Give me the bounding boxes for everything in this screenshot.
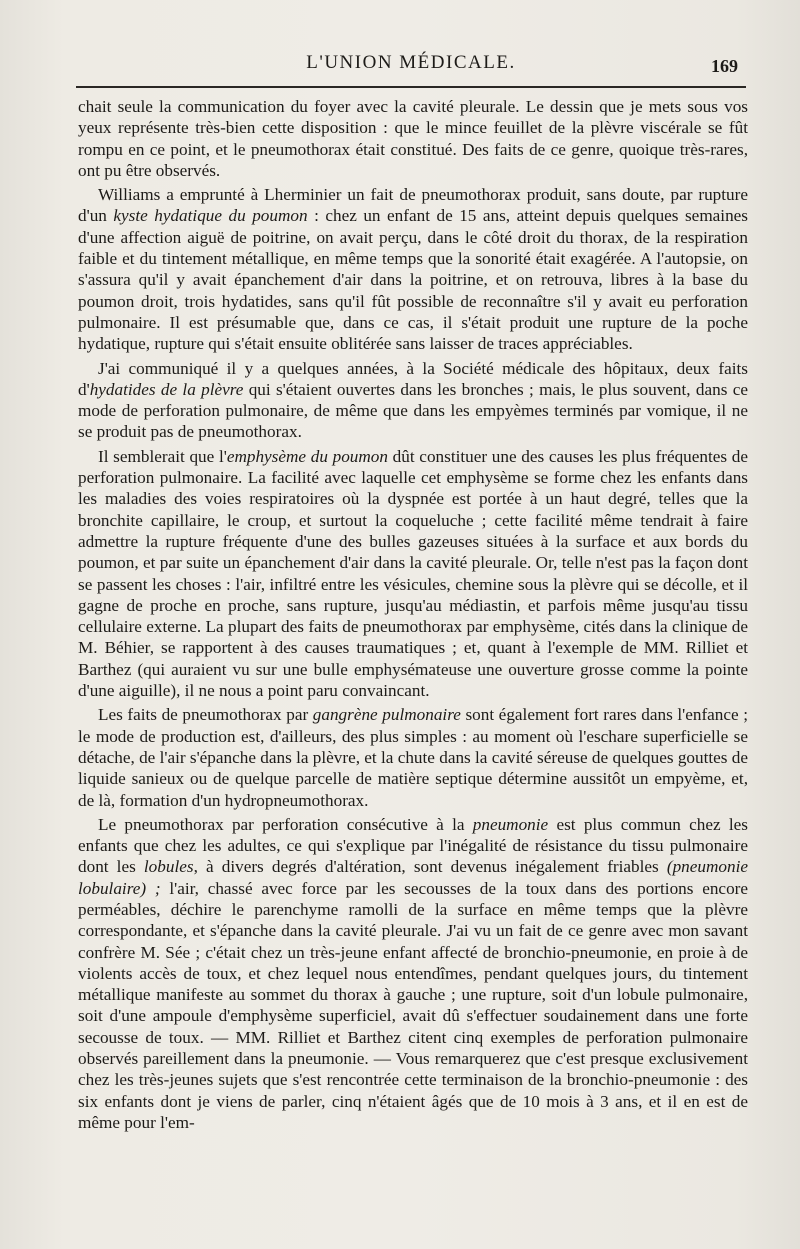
italic-text: pneumonie: [472, 814, 549, 834]
italic-text: (pneumonie lobulaire) ;: [78, 857, 748, 898]
paragraph: [78, 358, 748, 443]
text-run: sont également fort rares dans l'enfance ; le mode de production est, d'ailleurs, des plus simples : au moment où l'eschare superficielle se détache, de l'air s'épanche dans la plèvre, et la chute dans la cavité séreuse de quelques gouttes de liquide sanieux ou de quelque parcelle de matière septique détermine aussitôt un empyème, et, de là, formation d'un hydropneumothorax.: [78, 705, 749, 810]
text-run: chait seule la communication du foyer avec la cavité pleurale. Le dessin que je mets sous vos yeux représente très-bien cette disposition : que le mince feuillet de la plèvre viscérale se fût rompu en ce point, et le pneumothorax était constitué. Des faits de ce genre, quoique très-rares, ont pu être observés.: [78, 97, 748, 180]
page-number: 169: [711, 56, 738, 76]
italic-text: hydatides de la plèvre: [89, 379, 244, 399]
body-text: [78, 96, 748, 1133]
italic-text: kyste hydatique du poumon: [113, 206, 308, 226]
text-run: qui s'étaient ouvertes dans les bronches ; mais, le plus souvent, dans ce mode de perforation pulmonaire, de même que dans les empyèmes terminés par vomique, il ne se produit pas de pneumothorax.: [78, 379, 748, 442]
text-run: Les faits de pneumothorax par: [98, 705, 313, 725]
text-run: dût constituer une des causes les plus fréquentes de perforation pulmonaire. La facilité avec laquelle cet emphysème se forme chez les enfants dans les maladies des voies respiratoires où la dyspnée est portée à un haut degré, telles que la bronchite capillaire, le croup, et surtout la coqueluche ; cette facilité même tendrait à faire admettre la rupture fréquente d'une des bulles gazeuses situées à la surface et aux bords du poumon, et par suite un épanchement d'air dans la cavité pleurale. Or, telle n'est pas la façon dont se passent les choses : l'air, infiltré entre les vésicules, chemine sous la plèvre qui se décolle, et il gagne de proche en proche, sans rupture, jusqu'au médiastin, et parfois même jusqu'au tissu cellulaire externe. La plupart des faits de pneumothorax par emphysème, cités dans la clinique de M. Béhier, se rapportent à des causes traumatiques ; et, quant à l'exemple de MM. Rilliet et Barthez (qui auraient vu sur une bulle emphysémateuse une ouverture grosse comme la pointe d'une aiguille), il ne nous a point paru convaincant.: [78, 446, 748, 701]
paragraph: [78, 96, 748, 181]
paragraph: [78, 446, 748, 702]
header-rule: [76, 86, 746, 88]
paragraph: [78, 704, 748, 810]
running-title: L'UNION MÉDICALE.: [306, 52, 516, 73]
text-run: J'ai communiqué il y a quelques années, à la Société médicale des hôpitaux, deux faits d': [78, 358, 748, 399]
italic-text: gangrène pulmonaire: [312, 705, 461, 725]
text-run: Williams a emprunté à Lherminier un fait de pneumothorax produit, sans doute, par rupture d'un: [78, 185, 748, 226]
paragraph: [78, 184, 748, 354]
text-run: est plus commun chez les enfants que chez les adultes, ce qui s'explique par l'inégalité de résistance du tissu pulmonaire dont les: [78, 814, 748, 877]
text-run: : chez un enfant de 15 ans, atteint depuis quelques semaines d'une affection aiguë de poitrine, on avait perçu, dans le côté droit du thorax, de la respiration faible et du tintement métallique, en même temps que la sonorité était exagérée. A l'autopsie, on s'assura qu'il y avait épanchement d'air dans la poitrine, et on retrouva, libres à la base du poumon droit, trois hydatides, sans qu'il fût possible de reconnaître s'il y avait eu perforation pulmonaire. Il est présumable que, dans ce cas, il s'était produit une rupture de la poche hydatique, rupture qui s'était ensuite oblitérée sans laisser de traces appréciables.: [78, 206, 748, 354]
text-run: l'air, chassé avec force par les secousses de la toux dans des portions encore perméables, déchire le parenchyme ramolli de la surface en même temps que la plèvre correspondante, et s'épanche dans la cavité pleurale. J'ai vu un fait de ce genre avec mon savant confrère M. Sée ; c'était chez un très-jeune enfant affecté de bronchio-pneumonie, en proie à de violents accès de toux, et chez lequel nous entendîmes, pendant quelques jours, du tintement métallique manifeste au sommet du thorax à gauche ; une rupture, soit d'un lobule pulmonaire, soit d'une ampoule d'emphysème superficiel, avait dû s'effectuer soudainement dans une forte secousse de toux. — MM. Rilliet et Barthez citent cinq exemples de perforation pulmonaire observés pareillement dans la pneumonie. — Vous remarquerez que c'est presque exclusivement chez les très-jeunes sujets que s'est rencontrée cette terminaison de la bronchio-pneumonie : des six enfants dont je viens de parler, cinq n'étaient âgés que de 10 mois à 3 ans, et il en est de même pour l'em-: [78, 878, 749, 1132]
page-header: [76, 52, 746, 84]
text-run: , à divers degrés d'altération, sont devenus inégalement friables: [193, 857, 667, 877]
italic-text: emphysème du poumon: [226, 446, 388, 466]
text-run: Le pneumothorax par perforation consécutive à la: [98, 814, 473, 834]
italic-text: lobules: [143, 857, 194, 877]
paragraph: [78, 814, 748, 1133]
text-run: Il semblerait que l': [98, 446, 227, 466]
